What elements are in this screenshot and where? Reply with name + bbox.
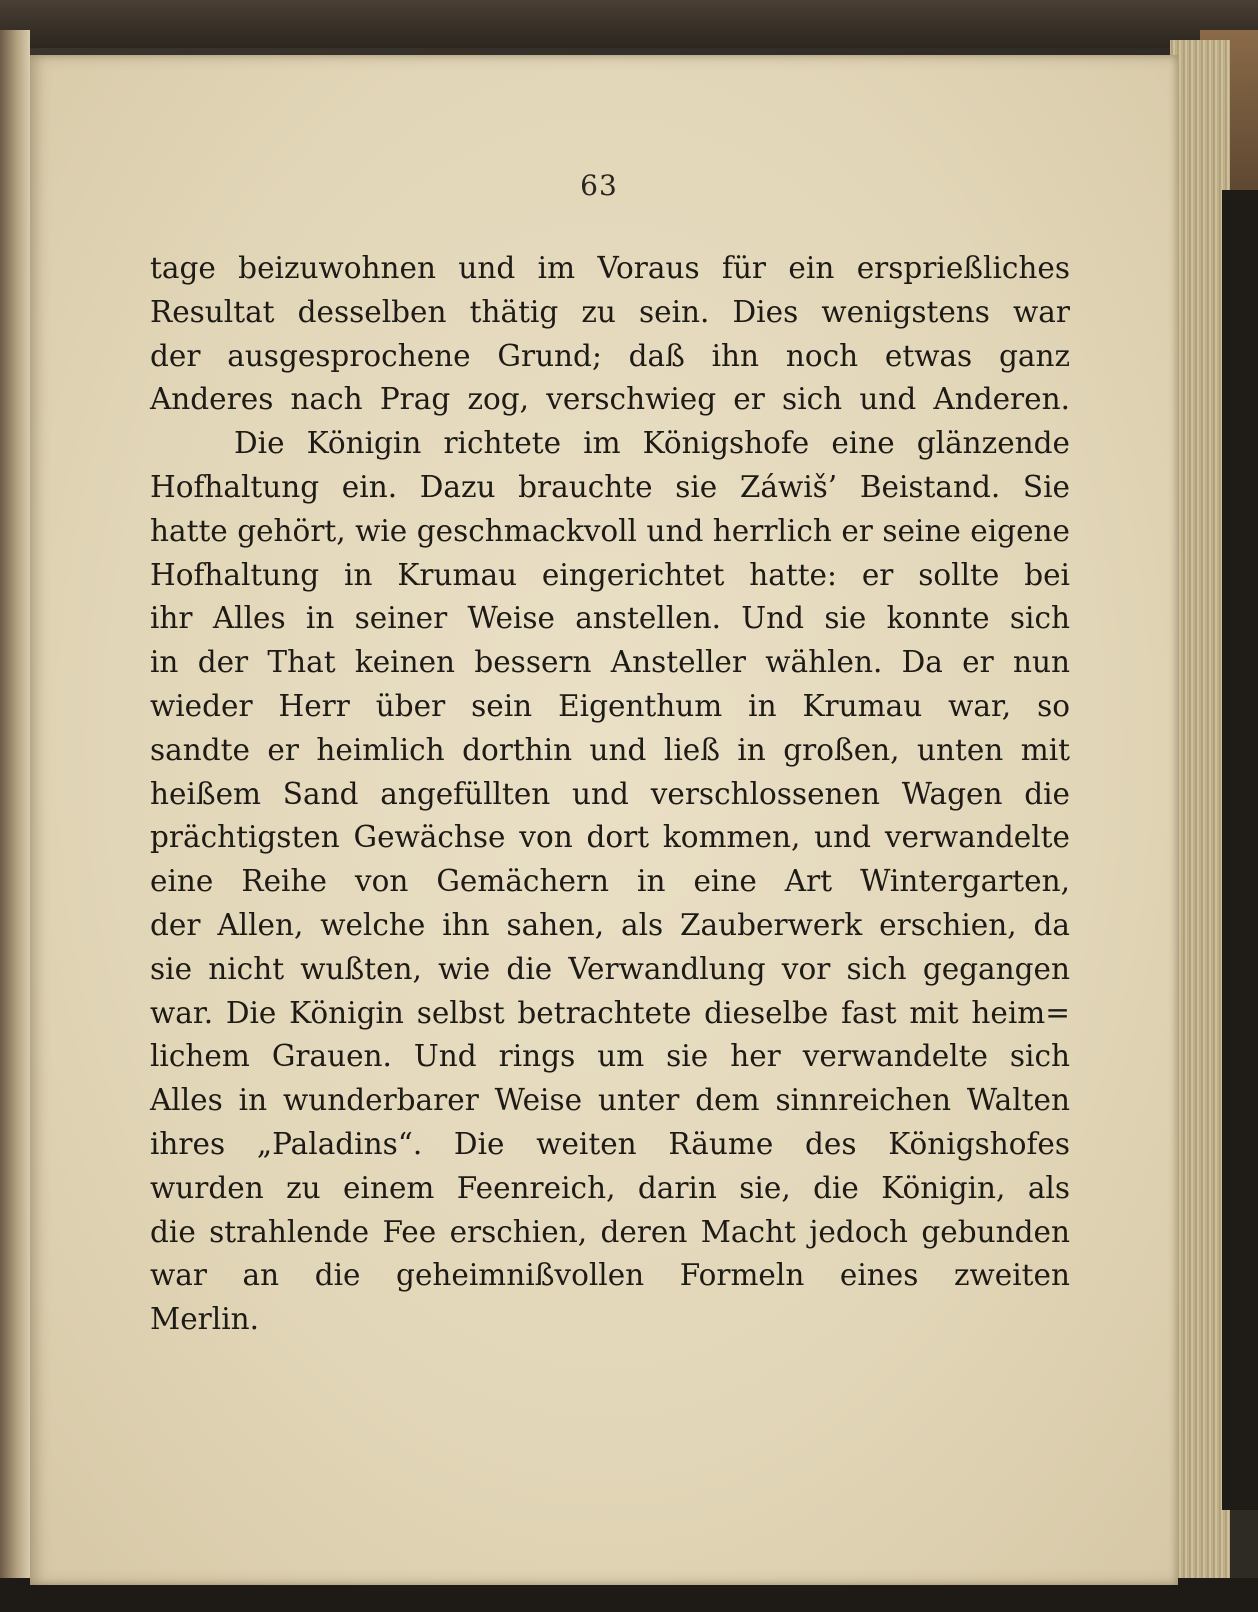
text-line: Resultat desselben thätig zu sein. Dies wenigstens war	[150, 294, 1070, 329]
text-line: lichem Grauen. Und rings um sie her verwandelte sich	[150, 1039, 1070, 1074]
text-line: der Allen, welche ihn sahen, als Zauberwerk erschien, da	[150, 907, 1070, 942]
body-text	[150, 247, 1070, 1342]
text-line: Hofhaltung ein. Dazu brauchte sie Záwiš’ Beistand. Sie	[150, 469, 1070, 504]
text-line: die strahlende Fee erschien, deren Macht jedoch gebunden	[150, 1214, 1070, 1249]
text-line: der ausgesprochene Grund; daß ihn noch etwas ganz	[150, 338, 1070, 373]
text-line: Anderes nach Prag zog, verschwieg er sich und Anderen.	[150, 382, 1070, 417]
text-line: heißem Sand angefüllten und verschlossenen Wagen die	[150, 776, 1070, 811]
book-cover-right	[1222, 190, 1258, 1510]
text-line: Merlin.	[150, 1302, 260, 1337]
text-line: wurden zu einem Feenreich, darin sie, die Königin, als	[150, 1170, 1070, 1205]
text-line: Die Königin richtete im Königshofe eine glänzende	[234, 426, 1070, 461]
facing-page-edge	[0, 30, 30, 1590]
page-edges	[1170, 40, 1230, 1580]
page-number: 63	[580, 169, 618, 202]
text-line: sandte er heimlich dorthin und ließ in großen, unten mit	[150, 732, 1070, 767]
text-line: war an die geheimnißvollen Formeln eines zweiten	[150, 1258, 1070, 1293]
text-line: eine Reihe von Gemächern in eine Art Wintergarten,	[150, 864, 1070, 899]
book-cover-top	[0, 0, 1258, 48]
text-line: Alles in wunderbarer Weise unter dem sinnreichen Walten	[150, 1083, 1070, 1118]
text-line: ihres „Paladins“. Die weiten Räume des Königshofes	[150, 1126, 1070, 1161]
text-line: ihr Alles in seiner Weise anstellen. Und sie konnte sich	[150, 601, 1070, 636]
text-line: Hofhaltung in Krumau eingerichtet hatte: er sollte bei	[150, 557, 1070, 592]
text-line: war. Die Königin selbst betrachtete dieselbe fast mit heim=	[150, 995, 1070, 1030]
text-line: tage beizuwohnen und im Voraus für ein ersprießliches	[150, 251, 1070, 285]
text-line: sie nicht wußten, wie die Verwandlung vor sich gegangen	[150, 951, 1070, 986]
text-line: in der That keinen bessern Ansteller wählen. Da er nun	[150, 645, 1070, 680]
text-line: wieder Herr über sein Eigenthum in Krumau war, so	[150, 688, 1070, 723]
text-line: hatte gehört, wie geschmackvoll und herrlich er seine eigene	[150, 513, 1070, 548]
book-page	[30, 55, 1178, 1585]
text-line: prächtigsten Gewächse von dort kommen, und verwandelte	[150, 820, 1070, 855]
